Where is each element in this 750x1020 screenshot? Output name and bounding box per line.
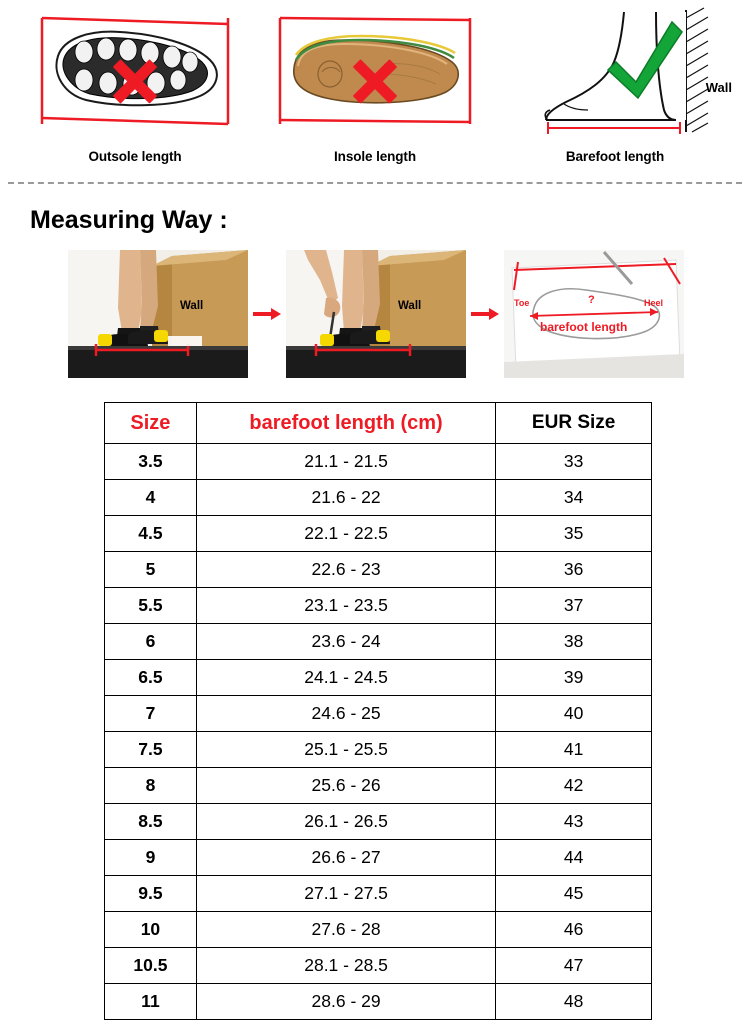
size-table-body (105, 444, 652, 1020)
measuring-way-title: Measuring Way : (30, 206, 228, 234)
table-row (105, 588, 652, 624)
cell-barefoot: 22.6 - 23 (196, 552, 495, 588)
cell-barefoot: 27.1 - 27.5 (196, 876, 495, 912)
table-row (105, 552, 652, 588)
header-size: Size (105, 403, 197, 444)
arrow-1 (248, 308, 286, 320)
table-row (105, 480, 652, 516)
cell-barefoot: 24.1 - 24.5 (196, 660, 495, 696)
barefoot-against-wall-icon (504, 4, 726, 138)
cell-size: 8 (105, 768, 197, 804)
cell-eur: 35 (496, 516, 652, 552)
step-3-measure-length-icon (504, 250, 684, 378)
cell-size: 9.5 (105, 876, 197, 912)
step-2-photo (286, 250, 466, 378)
arrow-2 (466, 308, 504, 320)
insole-figure (264, 4, 486, 138)
cell-eur: 43 (496, 804, 652, 840)
arrow-right-icon (253, 308, 281, 320)
cell-size: 7.5 (105, 732, 197, 768)
cell-size: 5 (105, 552, 197, 588)
cell-size: 10.5 (105, 948, 197, 984)
cell-size: 6 (105, 624, 197, 660)
shoe-insole-icon (264, 4, 486, 138)
table-row (105, 948, 652, 984)
cell-size: 6.5 (105, 660, 197, 696)
step-3-photo (504, 250, 684, 378)
shoe-outsole-icon (24, 4, 246, 138)
cell-size: 7 (105, 696, 197, 732)
barefoot-figure (504, 4, 732, 138)
table-row (105, 732, 652, 768)
step-1-stand-against-wall-icon (68, 250, 248, 378)
cell-eur: 38 (496, 624, 652, 660)
cell-eur: 39 (496, 660, 652, 696)
cell-barefoot: 21.6 - 22 (196, 480, 495, 516)
wall-label-barefoot: Wall (705, 80, 732, 95)
cell-barefoot: 28.6 - 29 (196, 984, 495, 1020)
measuring-steps-strip (68, 248, 684, 380)
cell-eur: 37 (496, 588, 652, 624)
step-3-barefoot-length-label: barefoot length (540, 320, 628, 334)
step-3-toe-label: Toe (514, 298, 530, 308)
cell-barefoot: 22.1 - 22.5 (196, 516, 495, 552)
cell-size: 10 (105, 912, 197, 948)
step-1-wall-label: Wall (180, 300, 204, 312)
cell-size: 4 (105, 480, 197, 516)
table-row (105, 696, 652, 732)
measurement-method-panels (0, 4, 750, 169)
panel-barefoot-length (504, 4, 732, 166)
size-table-head (105, 403, 652, 444)
header-eur-size: EUR Size (496, 403, 652, 444)
table-row (105, 840, 652, 876)
table-row (105, 876, 652, 912)
cell-eur: 41 (496, 732, 652, 768)
step-3-question-label: ? (588, 294, 595, 306)
cell-barefoot: 27.6 - 28 (196, 912, 495, 948)
cell-barefoot: 25.6 - 26 (196, 768, 495, 804)
table-row (105, 516, 652, 552)
table-row (105, 912, 652, 948)
cell-eur: 34 (496, 480, 652, 516)
cell-barefoot: 28.1 - 28.5 (196, 948, 495, 984)
cell-size: 3.5 (105, 444, 197, 480)
section-divider (8, 182, 742, 184)
panel-caption-barefoot: Barefoot length (565, 149, 665, 164)
table-row (105, 624, 652, 660)
step-3-heel-label: Heel (644, 298, 664, 308)
cell-eur: 46 (496, 912, 652, 948)
panel-insole-length (264, 4, 486, 166)
cell-eur: 40 (496, 696, 652, 732)
cell-eur: 48 (496, 984, 652, 1020)
header-barefoot-length: barefoot length (cm) (196, 403, 495, 444)
cell-size: 9 (105, 840, 197, 876)
cell-barefoot: 26.1 - 26.5 (196, 804, 495, 840)
cell-barefoot: 24.6 - 25 (196, 696, 495, 732)
cell-barefoot: 25.1 - 25.5 (196, 732, 495, 768)
table-row (105, 660, 652, 696)
cell-barefoot: 21.1 - 21.5 (196, 444, 495, 480)
table-row (105, 984, 652, 1020)
cell-barefoot: 23.6 - 24 (196, 624, 495, 660)
cell-eur: 33 (496, 444, 652, 480)
cell-eur: 44 (496, 840, 652, 876)
size-table-header-row (105, 403, 652, 444)
step-1-photo (68, 250, 248, 378)
cell-eur: 42 (496, 768, 652, 804)
panel-caption-outsole: Outsole length (88, 149, 182, 164)
cell-eur: 36 (496, 552, 652, 588)
cell-barefoot: 26.6 - 27 (196, 840, 495, 876)
outsole-figure (24, 4, 246, 138)
step-2-wall-label: Wall (398, 300, 422, 312)
cell-size: 11 (105, 984, 197, 1020)
table-row (105, 768, 652, 804)
size-conversion-table (104, 402, 652, 1020)
cell-eur: 45 (496, 876, 652, 912)
panel-outsole-length (24, 4, 246, 166)
cell-size: 5.5 (105, 588, 197, 624)
cell-size: 8.5 (105, 804, 197, 840)
table-row (105, 804, 652, 840)
panel-caption-insole: Insole length (334, 149, 416, 164)
step-2-mark-toe-point-icon (286, 250, 466, 378)
table-row (105, 444, 652, 480)
cell-eur: 47 (496, 948, 652, 984)
cell-barefoot: 23.1 - 23.5 (196, 588, 495, 624)
arrow-right-icon-2 (471, 308, 499, 320)
cell-size: 4.5 (105, 516, 197, 552)
